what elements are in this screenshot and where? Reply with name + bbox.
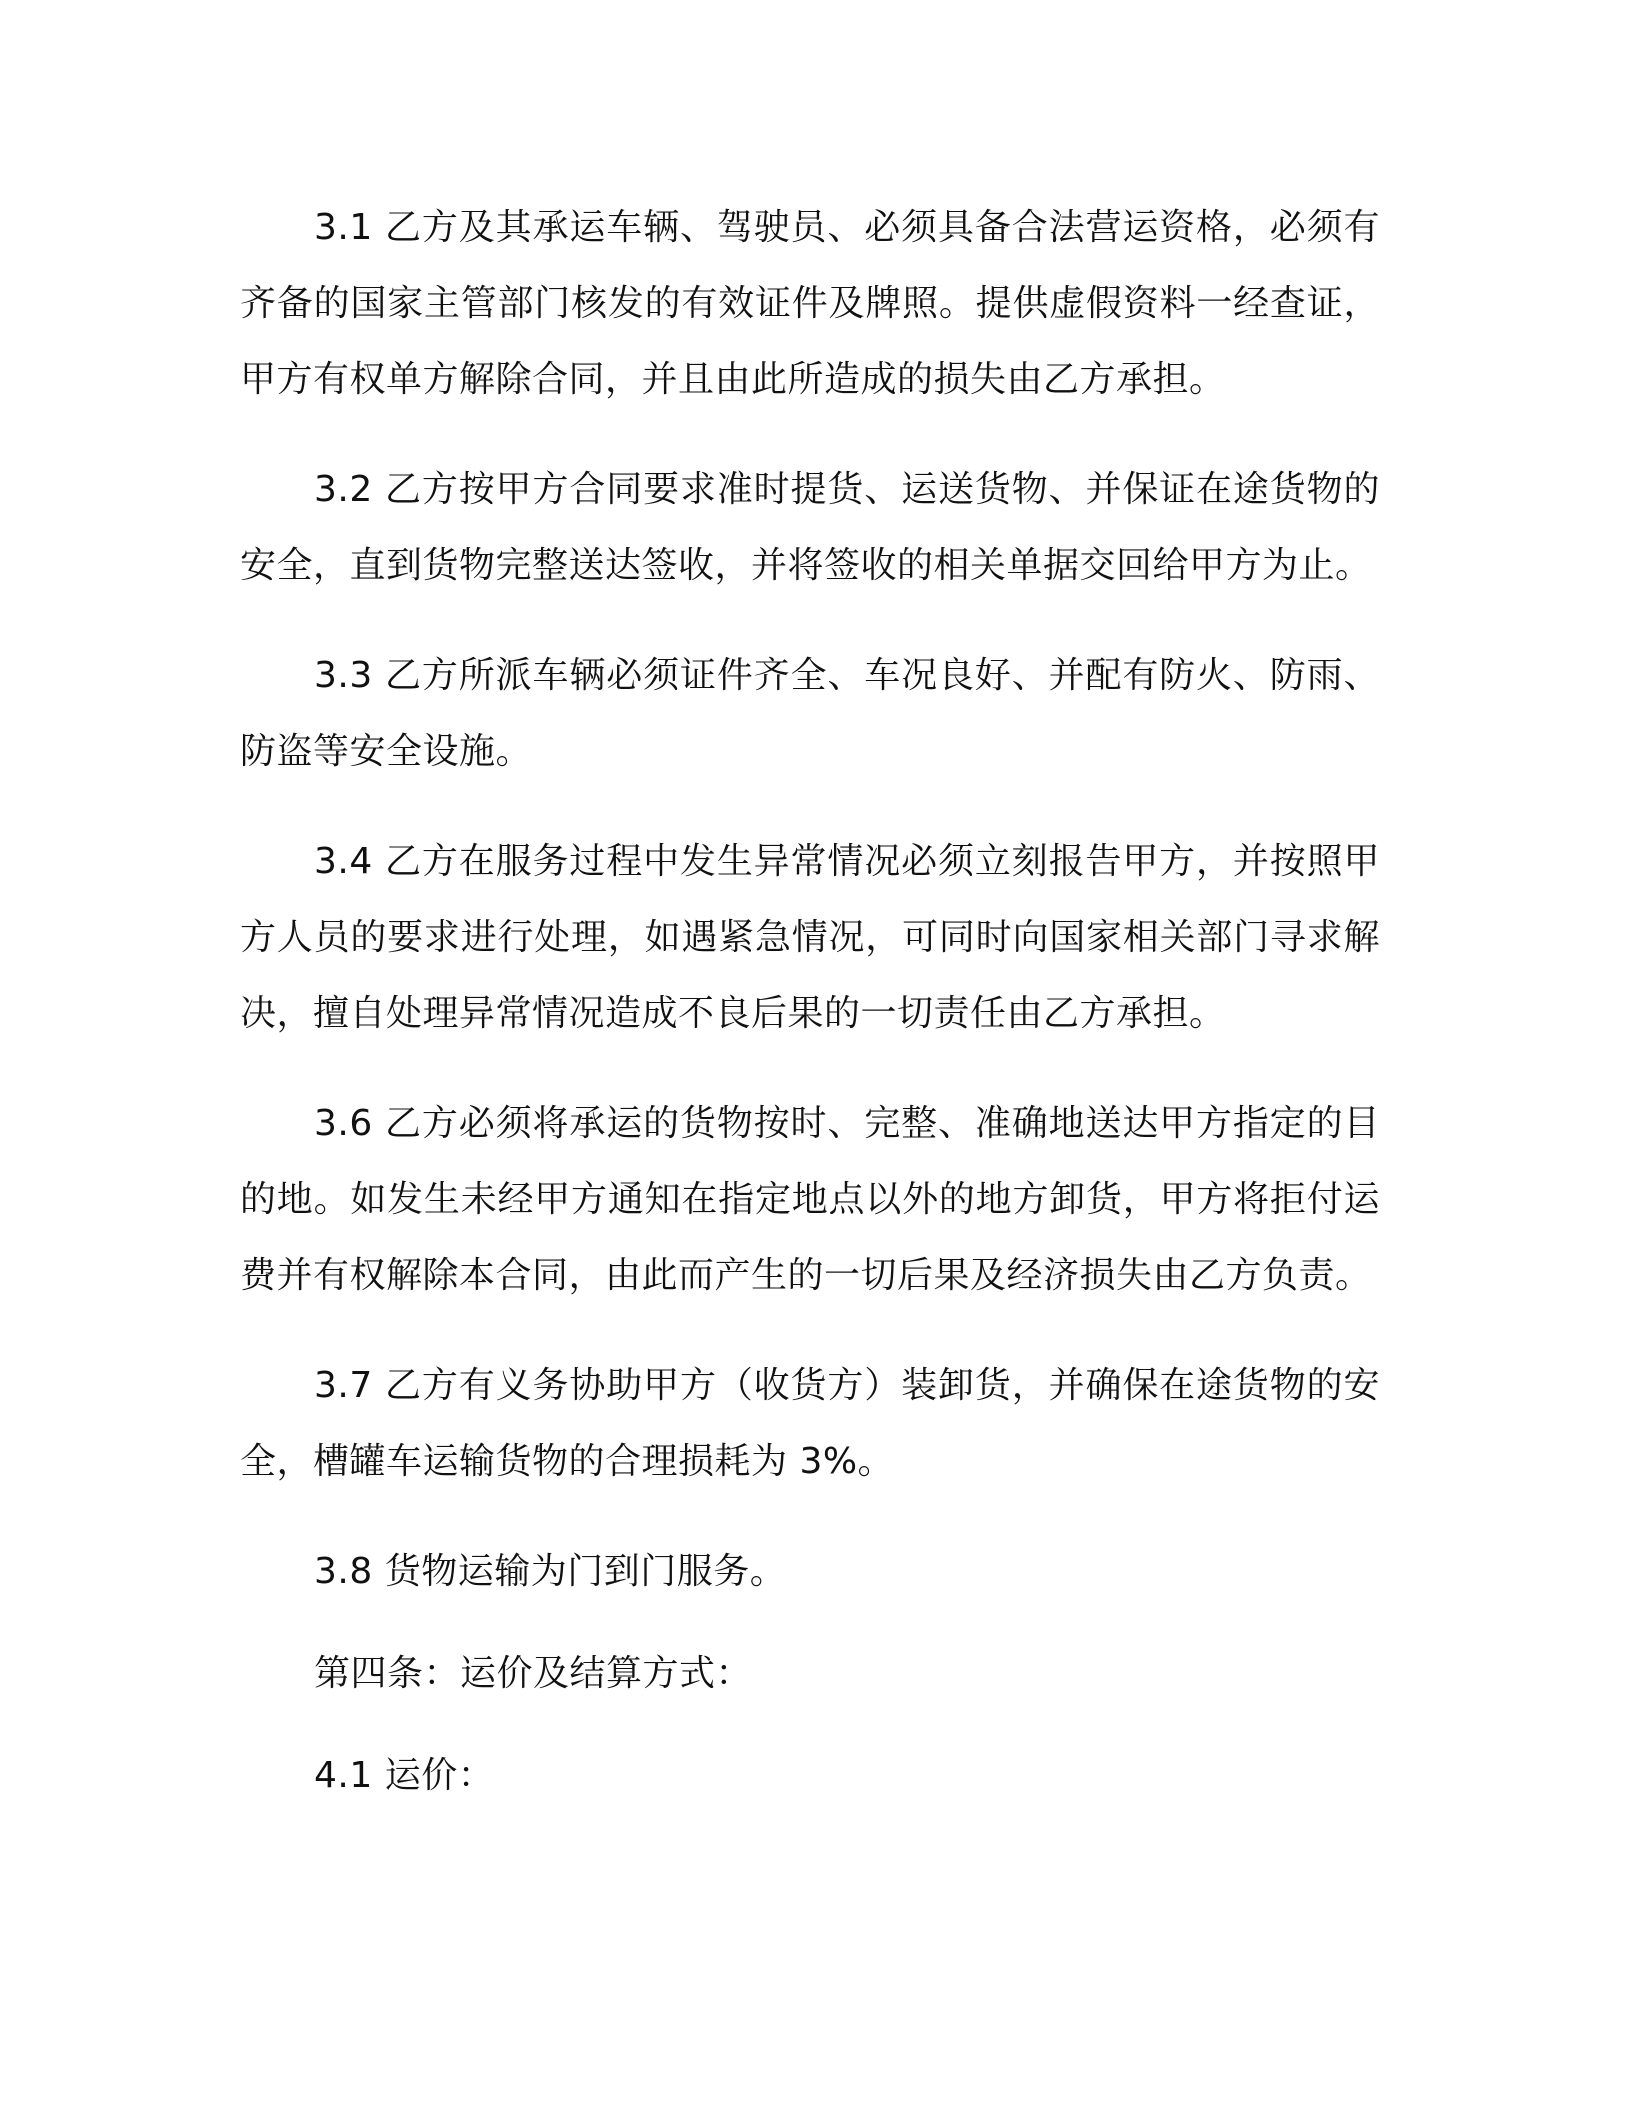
document-body <box>240 190 1380 1840</box>
clause-3-8: 3.8 货物运输为门到门服务。 <box>314 1551 787 1592</box>
clause-3-2: 3.2 乙方按甲方合同要求准时提货、运送货物、并保证在途货物的安全，直到货物完整送达签收，并将签收的相关单据交回给甲方为止。 <box>240 469 1380 586</box>
article-4-heading: 第四条：运价及结算方式： <box>314 1653 753 1694</box>
clause-3-4: 3.4 乙方在服务过程中发生异常情况必须立刻报告甲方，并按照甲方人员的要求进行处理，如遇紧急情况，可同时向国家相关部门寻求解决，擅自处理异常情况造成不良后果的一切责任由乙方承担。 <box>240 841 1380 1034</box>
clause-3-1: 3.1 乙方及其承运车辆、驾驶员、必须具备合法营运资格，必须有齐备的国家主管部门核发的有效证件及牌照。提供虚假资料一经查证，甲方有权单方解除合同，并且由此所造成的损失由乙方承担。 <box>240 207 1380 400</box>
clause-3-3: 3.3 乙方所派车辆必须证件齐全、车况良好、并配有防火、防雨、防盗等安全设施。 <box>240 655 1380 772</box>
clause-4-1: 4.1 运价： <box>314 1755 495 1796</box>
clause-3-6: 3.6 乙方必须将承运的货物按时、完整、准确地送达甲方指定的目的地。如发生未经甲方通知在指定地点以外的地方卸货，甲方将拒付运费并有权解除本合同，由此而产生的一切后果及经济损失由乙方负责。 <box>240 1103 1380 1296</box>
clause-3-7: 3.7 乙方有义务协助甲方（收货方）装卸货，并确保在途货物的安全，槽罐车运输货物的合理损耗为 3%。 <box>240 1365 1380 1482</box>
